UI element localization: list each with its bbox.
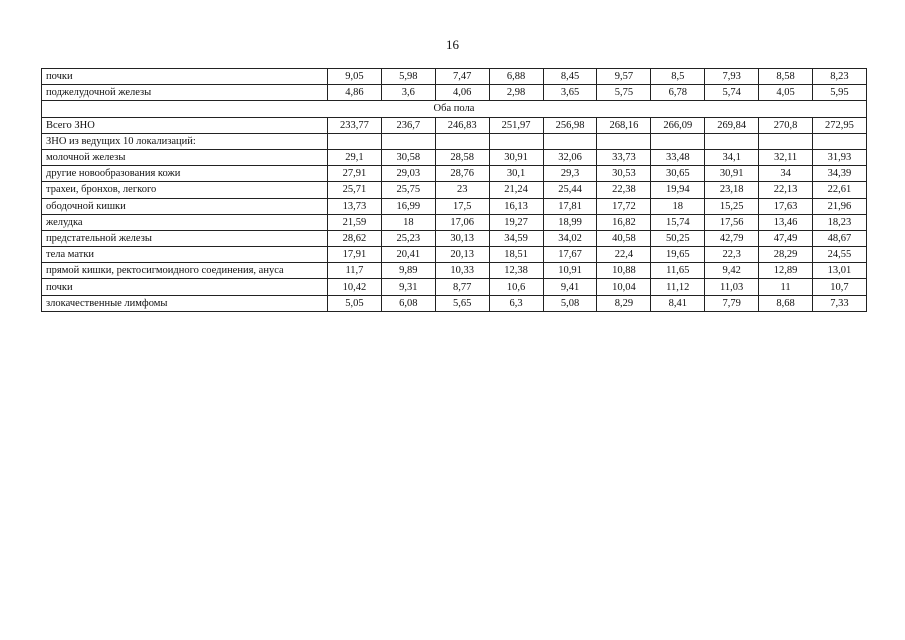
table-cell: 5,65 (435, 295, 489, 311)
table-cell: 13,01 (813, 263, 867, 279)
table-cell: 5,98 (381, 69, 435, 85)
table-cell: 11,65 (651, 263, 705, 279)
table-cell: 10,33 (435, 263, 489, 279)
table-cell: 27,91 (328, 166, 382, 182)
table-cell: 15,74 (651, 214, 705, 230)
table-cell: 8,68 (759, 295, 813, 311)
empty-cell (381, 133, 435, 149)
table-cell: 48,67 (813, 230, 867, 246)
table-cell: 30,58 (381, 149, 435, 165)
table-cell: 22,4 (597, 247, 651, 263)
table-cell: 236,7 (381, 117, 435, 133)
table-row (42, 263, 867, 279)
table-cell: 21,24 (489, 182, 543, 198)
table-cell: 23,18 (705, 182, 759, 198)
table-cell: 256,98 (543, 117, 597, 133)
table-cell: 246,83 (435, 117, 489, 133)
table-cell: 17,91 (328, 247, 382, 263)
empty-cell (651, 133, 705, 149)
table-cell: 21,59 (328, 214, 382, 230)
table-row (42, 279, 867, 295)
table-cell: 32,06 (543, 149, 597, 165)
table-cell: 22,3 (705, 247, 759, 263)
table-cell: 8,29 (597, 295, 651, 311)
table-cell: 20,41 (381, 247, 435, 263)
table-cell: 25,71 (328, 182, 382, 198)
table-cell: 25,23 (381, 230, 435, 246)
table-row (42, 295, 867, 311)
empty-cell (597, 133, 651, 149)
table-cell: 22,13 (759, 182, 813, 198)
table-cell: 17,63 (759, 198, 813, 214)
table-cell: 15,25 (705, 198, 759, 214)
row-label: тела матки (42, 247, 328, 263)
table-cell: 30,91 (489, 149, 543, 165)
table-row (42, 198, 867, 214)
table-cell: 9,31 (381, 279, 435, 295)
row-label: Всего ЗНО (42, 117, 328, 133)
table-cell: 9,42 (705, 263, 759, 279)
table-row (42, 182, 867, 198)
row-label: предстательной железы (42, 230, 328, 246)
table-cell: 34,1 (705, 149, 759, 165)
table-row (42, 149, 867, 165)
table-cell: 19,65 (651, 247, 705, 263)
table-cell: 3,65 (543, 85, 597, 101)
table-cell: 5,95 (813, 85, 867, 101)
table-cell: 17,81 (543, 198, 597, 214)
table-cell: 5,05 (328, 295, 382, 311)
table-row (42, 69, 867, 85)
table-cell: 272,95 (813, 117, 867, 133)
table-cell: 4,05 (759, 85, 813, 101)
table-cell: 7,93 (705, 69, 759, 85)
table-cell: 17,56 (705, 214, 759, 230)
table-cell: 29,1 (328, 149, 382, 165)
table-cell: 32,11 (759, 149, 813, 165)
table-cell: 30,53 (597, 166, 651, 182)
table-cell: 269,84 (705, 117, 759, 133)
table-cell: 9,57 (597, 69, 651, 85)
table-cell: 8,41 (651, 295, 705, 311)
section-title: Оба пола (42, 101, 867, 117)
table-cell: 20,13 (435, 247, 489, 263)
table-cell: 50,25 (651, 230, 705, 246)
table-cell: 5,74 (705, 85, 759, 101)
table-cell: 6,78 (651, 85, 705, 101)
table-cell: 10,88 (597, 263, 651, 279)
table-cell: 268,16 (597, 117, 651, 133)
empty-cell (435, 133, 489, 149)
table-cell: 22,61 (813, 182, 867, 198)
table-cell: 30,1 (489, 166, 543, 182)
table-row (42, 85, 867, 101)
table-cell: 18 (651, 198, 705, 214)
table-cell: 8,77 (435, 279, 489, 295)
subheader-row (42, 133, 867, 149)
table-cell: 24,55 (813, 247, 867, 263)
table-cell: 33,48 (651, 149, 705, 165)
table-cell: 47,49 (759, 230, 813, 246)
table-cell: 10,04 (597, 279, 651, 295)
section-row (42, 101, 867, 117)
table-cell: 251,97 (489, 117, 543, 133)
table-cell: 22,38 (597, 182, 651, 198)
table-cell: 13,46 (759, 214, 813, 230)
table-cell: 13,73 (328, 198, 382, 214)
table-cell: 6,08 (381, 295, 435, 311)
table-cell: 29,3 (543, 166, 597, 182)
row-label: трахеи, бронхов, легкого (42, 182, 328, 198)
table-cell: 12,38 (489, 263, 543, 279)
row-label: почки (42, 279, 328, 295)
table-cell: 28,29 (759, 247, 813, 263)
table-cell: 28,76 (435, 166, 489, 182)
table-cell: 18 (381, 214, 435, 230)
table-cell: 266,09 (651, 117, 705, 133)
table-cell: 19,94 (651, 182, 705, 198)
table-cell: 25,75 (381, 182, 435, 198)
table-cell: 16,99 (381, 198, 435, 214)
table-cell: 16,82 (597, 214, 651, 230)
table-cell: 5,75 (597, 85, 651, 101)
table-cell: 11,7 (328, 263, 382, 279)
empty-cell (813, 133, 867, 149)
table-cell: 10,6 (489, 279, 543, 295)
row-label: почки (42, 69, 328, 85)
table-cell: 34,39 (813, 166, 867, 182)
table-cell: 40,58 (597, 230, 651, 246)
table-cell: 10,42 (328, 279, 382, 295)
row-label: ободочной кишки (42, 198, 328, 214)
table-cell: 7,47 (435, 69, 489, 85)
table-cell: 8,58 (759, 69, 813, 85)
table-cell: 21,96 (813, 198, 867, 214)
empty-cell (328, 133, 382, 149)
table-cell: 42,79 (705, 230, 759, 246)
row-label: желудка (42, 214, 328, 230)
table-cell: 9,05 (328, 69, 382, 85)
table-cell: 23 (435, 182, 489, 198)
row-label: молочной железы (42, 149, 328, 165)
empty-cell (489, 133, 543, 149)
table-cell: 10,7 (813, 279, 867, 295)
table-cell: 4,86 (328, 85, 382, 101)
table-cell: 11,03 (705, 279, 759, 295)
table-cell: 11,12 (651, 279, 705, 295)
table-cell: 18,23 (813, 214, 867, 230)
table-cell: 25,44 (543, 182, 597, 198)
table-cell: 11 (759, 279, 813, 295)
table-cell: 17,72 (597, 198, 651, 214)
table-cell: 19,27 (489, 214, 543, 230)
table-cell: 10,91 (543, 263, 597, 279)
table-cell: 270,8 (759, 117, 813, 133)
table-cell: 8,5 (651, 69, 705, 85)
empty-cell (543, 133, 597, 149)
table-cell: 2,98 (489, 85, 543, 101)
table-cell: 9,89 (381, 263, 435, 279)
table-cell: 17,67 (543, 247, 597, 263)
table-cell: 17,06 (435, 214, 489, 230)
table-cell: 9,41 (543, 279, 597, 295)
table-row (42, 214, 867, 230)
table-cell: 5,08 (543, 295, 597, 311)
table-cell: 8,45 (543, 69, 597, 85)
table-cell: 18,99 (543, 214, 597, 230)
table-cell: 4,06 (435, 85, 489, 101)
table-row (42, 247, 867, 263)
table-cell: 8,23 (813, 69, 867, 85)
row-label: прямой кишки, ректосигмоидного соединения, ануса (42, 263, 328, 279)
table-row (42, 166, 867, 182)
table-cell: 7,33 (813, 295, 867, 311)
empty-cell (759, 133, 813, 149)
table-cell: 34,59 (489, 230, 543, 246)
table-row (42, 230, 867, 246)
subheader-label: ЗНО из ведущих 10 локализаций: (42, 133, 328, 149)
table-cell: 17,5 (435, 198, 489, 214)
table-cell: 16,13 (489, 198, 543, 214)
row-label: поджелудочной железы (42, 85, 328, 101)
empty-cell (705, 133, 759, 149)
table-cell: 34 (759, 166, 813, 182)
table-cell: 6,88 (489, 69, 543, 85)
table-cell: 30,65 (651, 166, 705, 182)
table-cell: 31,93 (813, 149, 867, 165)
table-cell: 6,3 (489, 295, 543, 311)
table-cell: 28,58 (435, 149, 489, 165)
table-cell: 30,13 (435, 230, 489, 246)
incidence-table (41, 68, 867, 312)
table-cell: 33,73 (597, 149, 651, 165)
page-number: 16 (446, 37, 459, 52)
table-cell: 29,03 (381, 166, 435, 182)
table-cell: 3,6 (381, 85, 435, 101)
row-label: злокачественные лимфомы (42, 295, 328, 311)
table-cell: 28,62 (328, 230, 382, 246)
total-row (42, 117, 867, 133)
table-cell: 12,89 (759, 263, 813, 279)
table-cell: 18,51 (489, 247, 543, 263)
table-cell: 34,02 (543, 230, 597, 246)
table-cell: 7,79 (705, 295, 759, 311)
table-cell: 30,91 (705, 166, 759, 182)
row-label: другие новообразования кожи (42, 166, 328, 182)
table-cell: 233,77 (328, 117, 382, 133)
